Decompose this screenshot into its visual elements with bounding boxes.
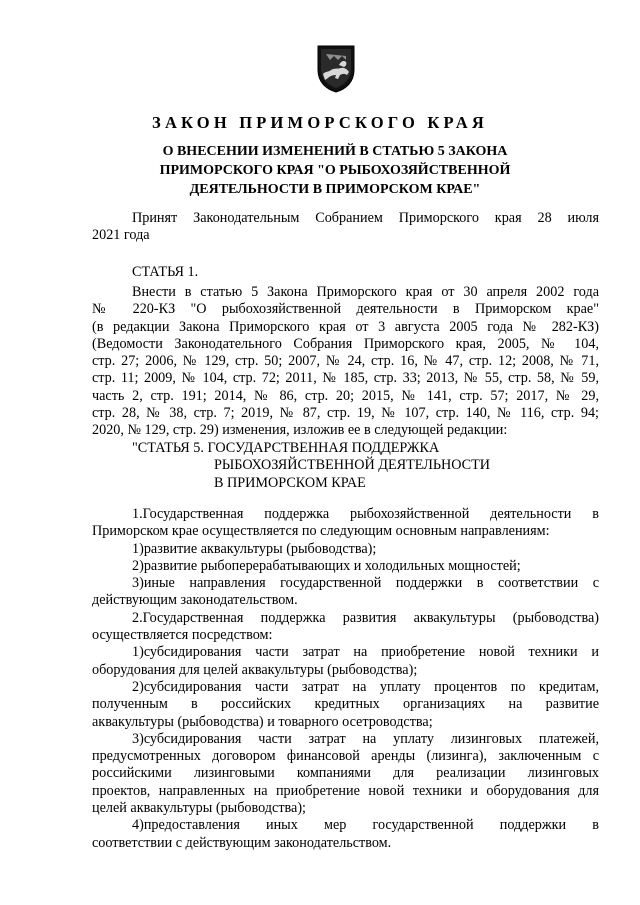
adoption-line: 2021 года [92,227,150,244]
body-line: 2)субсидирования части затрат на уплату процентов по кредитам, [132,678,599,695]
body-line: 1)развитие аквакультуры (рыбоводства); [132,540,377,557]
body-line: стр. 27; 2006, № 129, стр. 50; 2007, № 24, стр. 16, № 47, стр. 12; 2008, № 71, [92,353,599,370]
body-line: (в редакции Закона Приморского края от 3 августа 2005 года № 282-КЗ) [92,318,599,335]
body-line: действующим законодательством. [92,592,298,609]
article-5-heading [132,440,490,492]
law-subtitle [120,142,550,199]
law-title: ЗАКОН ПРИМОРСКОГО КРАЯ [152,113,488,132]
body-line: предусмотренных договором финансовой аренды (лизинга), заключенным с [92,748,599,765]
body-line: Внести в статью 5 Закона Приморского края от 30 апреля 2002 года [132,284,599,300]
body-line: № 220-КЗ "О рыбохозяйственной деятельности в Приморском крае" [92,301,599,318]
adoption-line: Принят Законодательным Собранием Приморского края 28 июля [132,210,599,226]
body-line: 2.Государственная поддержка развития аквакультуры (рыбоводства) [132,609,599,626]
heading-line: В ПРИМОРСКОМ КРАЕ [214,474,366,491]
body-line: 1.Государственная поддержка рыбохозяйственной деятельности в [132,506,599,522]
subtitle-line: О ВНЕСЕНИИ ИЗМЕНЕНИЙ В СТАТЬЮ 5 ЗАКОНА [162,144,508,159]
article-heading: СТАТЬЯ 1. [132,264,199,280]
adoption-note [92,210,599,245]
body-line: 2020, № 129, стр. 29) изменения, изложив ее в следующей редакции: [92,422,508,439]
body-line: осуществляется посредством: [92,627,273,644]
body-line: российскими лизинговыми компаниями для реализации лизинговых [92,765,599,782]
body-line: 1)субсидирования части затрат на приобретение новой техники и [132,644,599,661]
body-line: целей аквакультуры (рыбоводства); [92,800,306,817]
body-line: (Ведомости Законодательного Собрания Приморского края, 2005, № 104, [92,335,599,352]
body-line: проектов, направленных на приобретение новой техники и оборудования для [92,782,599,799]
body-line: часть 2, стр. 191; 2014, № 86, стр. 20; 2015, № 141, стр. 57; 2017, № 29, [92,387,599,404]
body-line: стр. 28, № 38, стр. 7; 2019, № 87, стр. 19, № 107, стр. 140, № 116, стр. 94; [92,405,599,422]
heading-line: "СТАТЬЯ 5. ГОСУДАРСТВЕННАЯ ПОДДЕРЖКА [132,440,440,456]
coat-of-arms-icon [316,44,356,94]
body-line: соответствии с действующим законодательством. [92,834,392,851]
subtitle-line: ПРИМОРСКОГО КРАЯ "О РЫБОХОЗЯЙСТВЕННОЙ [159,163,511,178]
heading-line: РЫБОХОЗЯЙСТВЕННОЙ ДЕЯТЕЛЬНОСТИ [214,457,491,474]
body-line: Приморском крае осуществляется по следующим основным направлениям: [92,523,550,540]
body-line: оборудования для целей аквакультуры (рыбоводства); [92,661,418,678]
article-5-body [92,506,599,852]
body-line: 2)развитие рыбоперерабатывающих и холодильных мощностей; [132,557,521,574]
article-1-body [92,284,599,440]
body-line: 4)предоставления иных мер государственной поддержки в [132,817,599,834]
body-line: 3)иные направления государственной поддержки в соответствии с [132,575,599,592]
body-line: 3)субсидирования части затрат на уплату лизинговых платежей, [132,730,599,747]
subtitle-line: ДЕЯТЕЛЬНОСТИ В ПРИМОРСКОМ КРАЕ" [189,182,481,197]
body-line: полученным в российских кредитных организациях на развитие [92,696,599,713]
body-line: аквакультуры (рыбоводства) и товарного осетроводства; [92,713,433,730]
body-line: стр. 11; 2009, № 104, стр. 72; 2011, № 185, стр. 33; 2013, № 55, стр. 58, № 59, [92,370,599,387]
